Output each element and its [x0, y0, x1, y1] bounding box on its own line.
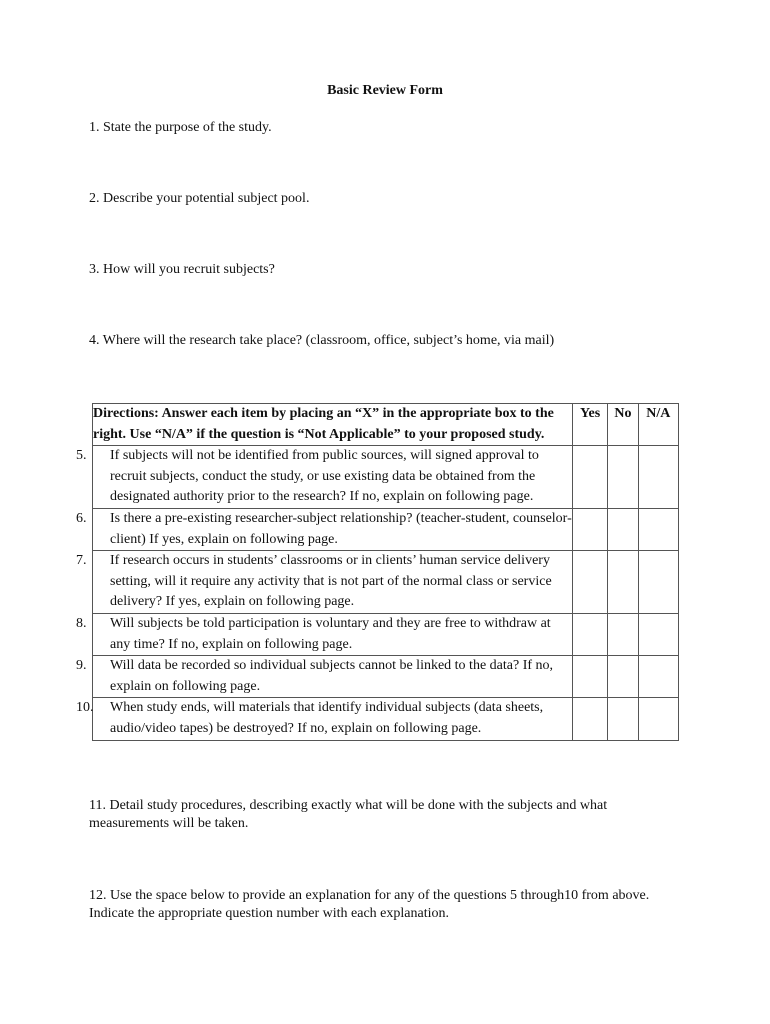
question-3: 3. How will you recruit subjects? — [89, 262, 275, 277]
q8-no-box[interactable] — [608, 613, 638, 655]
question-9-cell — [76, 656, 573, 698]
item-number: 6. — [76, 510, 87, 526]
q10-yes-box[interactable] — [572, 698, 607, 740]
table-row — [93, 698, 679, 740]
table-row — [93, 508, 679, 550]
directions-text: Directions: Answer each item by placing an “X” in the appropriate box to the right. Use “N/A” if the question is “Not Applicable” to your proposed study. — [93, 404, 573, 446]
q5-no-box[interactable] — [608, 446, 638, 509]
question-7-cell — [76, 551, 573, 614]
q7-yes-box[interactable] — [572, 551, 607, 614]
na-column-header: N/A — [638, 404, 678, 446]
question-6-cell — [76, 508, 573, 550]
item-number: 8. — [76, 615, 87, 631]
question-11: 11. Detail study procedures, describing exactly what will be done with the subjects and what measurements will be taken. — [89, 798, 608, 831]
q7-na-box[interactable] — [638, 551, 678, 614]
table-row — [93, 446, 679, 509]
q6-no-box[interactable] — [608, 508, 638, 550]
table-row — [93, 656, 679, 698]
question-4: 4. Where will the research take place? (classroom, office, subject’s home, via mail) — [89, 333, 555, 348]
q10-no-box[interactable] — [608, 698, 638, 740]
question-2: 2. Describe your potential subject pool. — [89, 191, 310, 206]
question-10-cell — [76, 698, 573, 740]
q10-na-box[interactable] — [638, 698, 678, 740]
item-number: 7. — [76, 553, 87, 569]
item-number: 5. — [76, 448, 87, 464]
page-title: Basic Review Form — [327, 83, 443, 98]
item-text: If research occurs in students’ classrooms or in clients’ human service delivery setting, will it require any activity that is not part of the normal class or service delivery? If yes, explain on following page. — [110, 553, 552, 610]
q6-na-box[interactable] — [638, 508, 678, 550]
item-text: When study ends, will materials that identify individual subjects (data sheets, audio/video tapes) be destroyed? If no, explain on following page. — [110, 700, 544, 736]
no-column-header: No — [608, 404, 638, 446]
item-number: 10. — [76, 700, 94, 716]
q9-no-box[interactable] — [608, 656, 638, 698]
q5-yes-box[interactable] — [572, 446, 607, 509]
table-row — [93, 551, 679, 614]
question-1: 1. State the purpose of the study. — [89, 120, 272, 135]
yes-column-header: Yes — [572, 404, 607, 446]
q7-no-box[interactable] — [608, 551, 638, 614]
question-8-cell — [76, 613, 573, 655]
table-header-row — [93, 404, 679, 446]
table-row — [93, 613, 679, 655]
q8-na-box[interactable] — [638, 613, 678, 655]
item-number: 9. — [76, 658, 87, 674]
item-text: Is there a pre-existing researcher-subject relationship? (teacher-student, counselor-client) If yes, explain on following page. — [110, 510, 572, 547]
q9-na-box[interactable] — [638, 656, 678, 698]
item-text: Will subjects be told participation is voluntary and they are free to withdraw at any time? If no, explain on following page. — [110, 615, 551, 652]
review-checklist-table — [76, 403, 679, 741]
q6-yes-box[interactable] — [572, 508, 607, 550]
q8-yes-box[interactable] — [572, 613, 607, 655]
item-text: Will data be recorded so individual subjects cannot be linked to the data? If no, explain on following page. — [110, 658, 554, 694]
item-text: If subjects will not be identified from public sources, will signed approval to recruit subjects, conduct the study, or use existing data be obtained from the designated authority prior to the research? If no, explain on following page. — [110, 448, 539, 505]
q9-yes-box[interactable] — [572, 656, 607, 698]
question-5-cell — [76, 446, 573, 509]
q5-na-box[interactable] — [638, 446, 678, 509]
question-12: 12. Use the space below to provide an explanation for any of the questions 5 through10 from above. Indicate the appropriate question number with each explanation. — [89, 888, 650, 921]
